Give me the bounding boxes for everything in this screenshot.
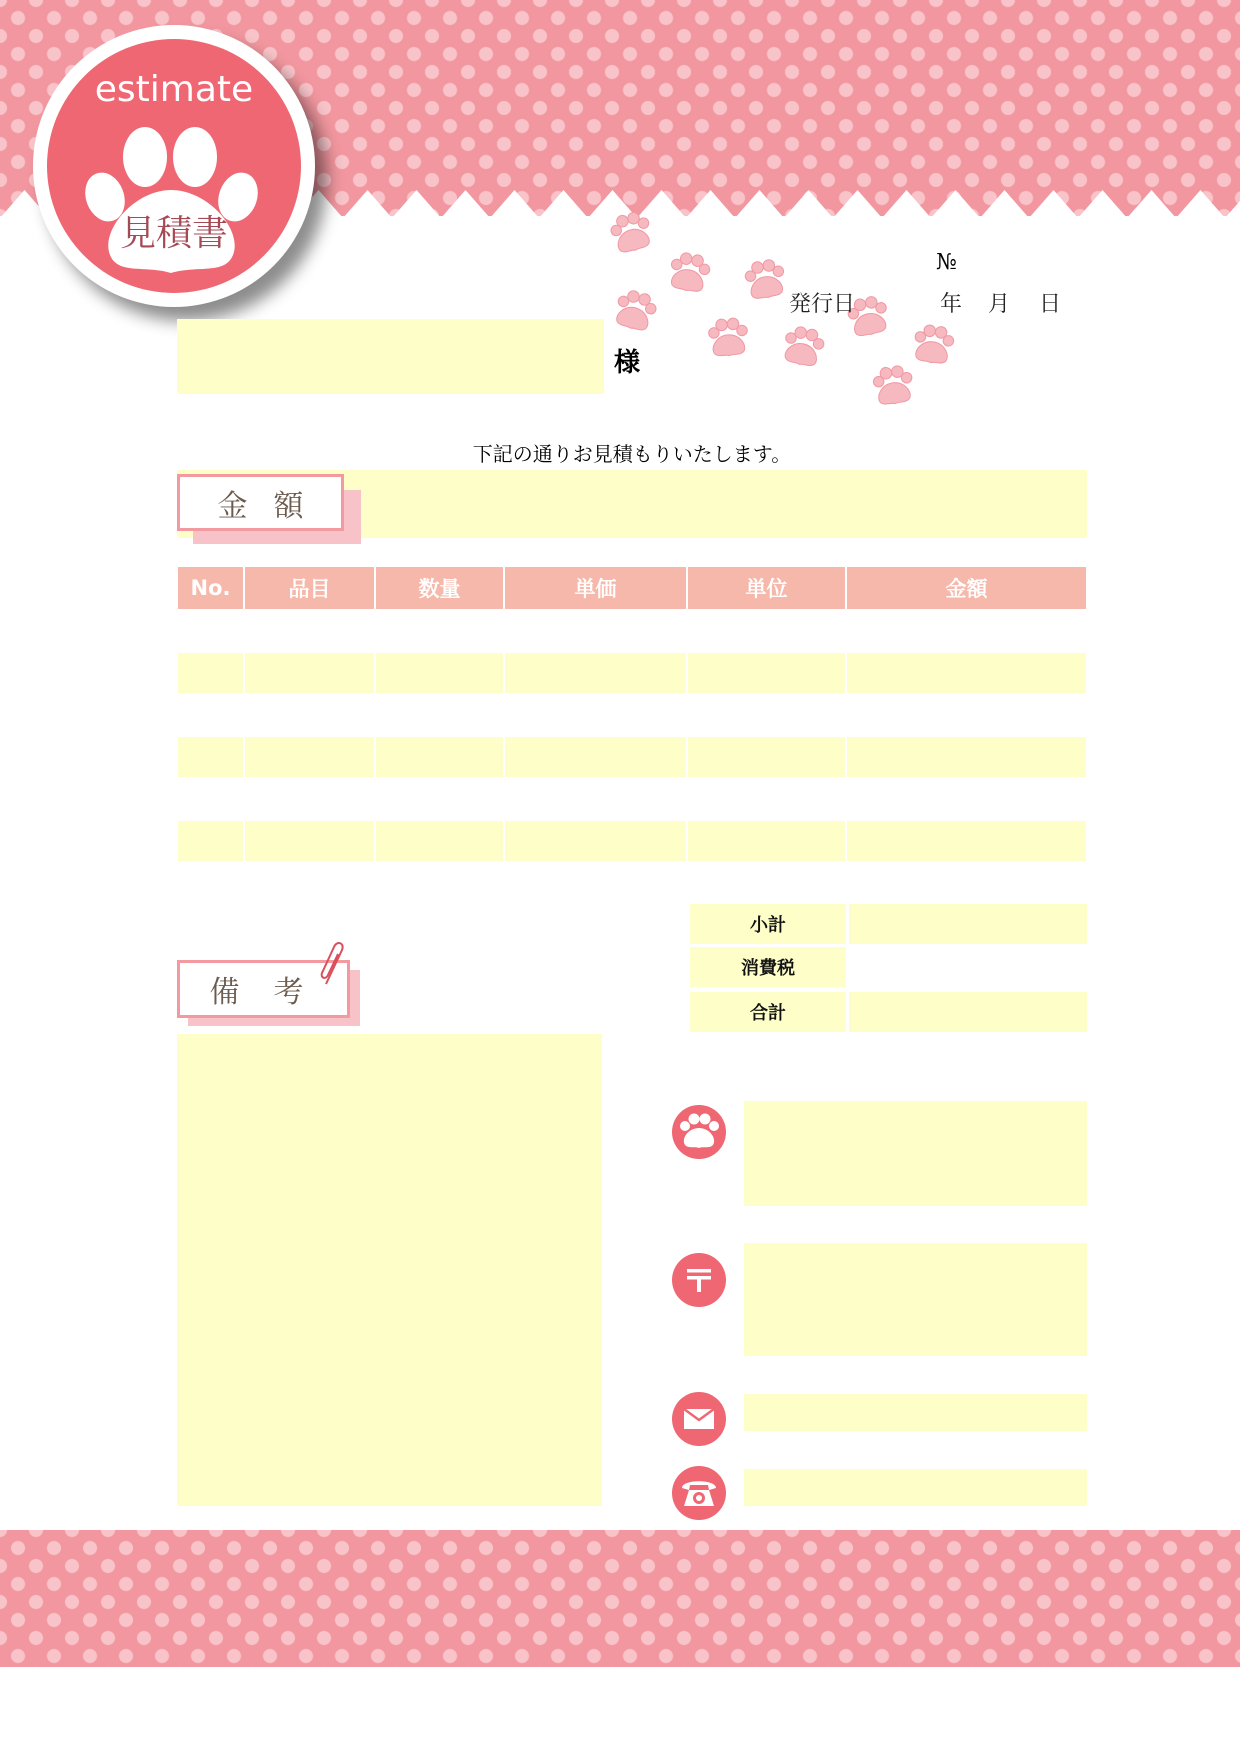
table-cell-quantity[interactable] [376,737,503,777]
total-field[interactable] [849,992,1087,1032]
year-label: 年 [940,292,963,317]
tax-label: 消費税 [690,947,846,987]
table-cell-amount[interactable] [847,821,1086,861]
table-cell-item[interactable] [245,695,374,735]
table-cell-no[interactable] [178,695,243,735]
subtotal-label: 小計 [690,904,846,944]
day-label: 日 [1039,292,1062,317]
table-cell-amount[interactable] [847,611,1086,651]
paw-print-icon [738,253,791,306]
table-cell-item[interactable] [245,653,374,693]
email-field[interactable] [744,1394,1087,1431]
table-cell-item[interactable] [245,779,374,819]
table-cell-unit-price[interactable] [505,611,686,651]
column-header-amount: 金額 [847,567,1086,609]
table-cell-unit[interactable] [688,821,845,861]
table-cell-quantity[interactable] [376,611,503,651]
paw-icon [672,1105,726,1159]
table-cell-item[interactable] [245,737,374,777]
table-cell-amount[interactable] [847,695,1086,735]
paw-print-icon [776,320,831,375]
number-label: № [936,250,957,275]
mail-icon [672,1392,726,1446]
table-cell-unit[interactable] [688,695,845,735]
table-cell-amount[interactable] [847,653,1086,693]
column-header-no: No. [178,567,243,609]
column-header-item: 品目 [245,567,374,609]
logo-japanese-text: 見積書 [119,213,228,254]
table-cell-no[interactable] [178,611,243,651]
table-cell-quantity[interactable] [376,695,503,735]
table-cell-no[interactable] [178,737,243,777]
table-cell-unit-price[interactable] [505,695,686,735]
table-cell-item[interactable] [245,611,374,651]
paw-print-icon [607,283,663,339]
table-cell-unit[interactable] [688,611,845,651]
company-name-field[interactable] [744,1101,1087,1206]
phone-field[interactable] [744,1469,1087,1506]
table-cell-unit-price[interactable] [505,779,686,819]
issue-date-label: 発行日 [789,292,856,317]
table-cell-unit-price[interactable] [505,653,686,693]
table-cell-unit[interactable] [688,779,845,819]
table-cell-unit[interactable] [688,737,845,777]
table-cell-no[interactable] [178,821,243,861]
paw-print-icon [907,319,959,371]
table-cell-unit[interactable] [688,653,845,693]
table-cell-item[interactable] [245,821,374,861]
table-cell-amount[interactable] [847,737,1086,777]
table-cell-quantity[interactable] [376,779,503,819]
paw-print-icon [662,246,715,299]
table-cell-unit-price[interactable] [505,821,686,861]
postal-mark-icon [672,1253,726,1307]
logo-english-text: estimate [94,69,254,110]
total-label: 合計 [690,992,846,1032]
phone-icon [672,1466,726,1520]
column-header-unit-price: 単価 [505,567,686,609]
notes-label: 備考 [177,960,350,1018]
footer-polka-band [0,1530,1240,1667]
logo-badge [33,25,315,307]
honorific-label: 様 [614,348,641,378]
month-label: 月 [988,292,1011,317]
amount-label: 金額 [177,474,344,531]
table-cell-amount[interactable] [847,779,1086,819]
paw-print-icon [867,360,919,412]
table-cell-quantity[interactable] [376,653,503,693]
notes-field[interactable] [177,1034,602,1506]
column-header-quantity: 数量 [376,567,503,609]
table-cell-no[interactable] [178,653,243,693]
paw-print-icon [703,313,753,363]
table-cell-quantity[interactable] [376,821,503,861]
tax-field[interactable] [849,947,1087,987]
paperclip-icon [318,940,348,990]
intro-text: 下記の通りお見積もりいたします。 [472,442,792,466]
address-field[interactable] [744,1243,1087,1356]
column-header-unit: 単位 [688,567,845,609]
table-cell-no[interactable] [178,779,243,819]
table-cell-unit-price[interactable] [505,737,686,777]
customer-name-field[interactable] [177,319,604,394]
paw-icon [83,115,263,285]
subtotal-field[interactable] [849,904,1087,944]
